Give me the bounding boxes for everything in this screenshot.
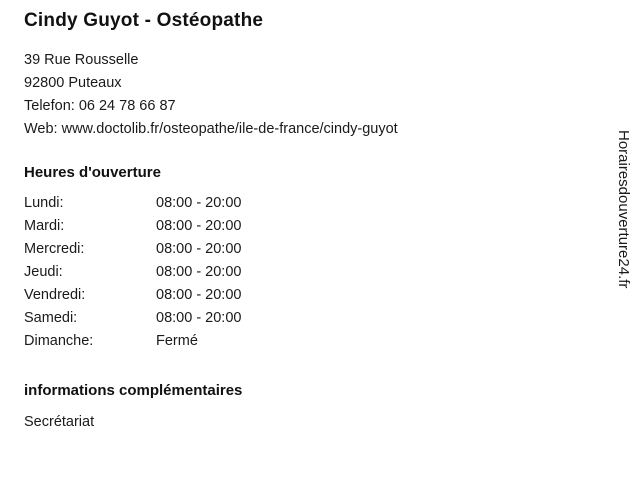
address-street: 39 Rue Rousselle bbox=[24, 52, 139, 68]
day-hours: 08:00 - 20:00 bbox=[156, 195, 242, 211]
table-row bbox=[24, 287, 241, 310]
day-label: Dimanche: bbox=[24, 333, 94, 349]
opening-hours-table bbox=[24, 195, 241, 356]
day-hours: 08:00 - 20:00 bbox=[156, 218, 242, 234]
sidebar-brand-label: Horairesdouverture24.fr bbox=[615, 130, 632, 289]
business-info-block bbox=[24, 10, 584, 444]
day-label: Samedi: bbox=[24, 310, 78, 326]
table-row bbox=[24, 195, 241, 218]
day-label: Mardi: bbox=[24, 218, 65, 234]
day-hours: 08:00 - 20:00 bbox=[156, 241, 242, 257]
opening-hours-heading: Heures d'ouverture bbox=[24, 164, 161, 181]
day-hours: 08:00 - 20:00 bbox=[156, 287, 242, 303]
additional-info-text: Secrétariat bbox=[24, 413, 95, 430]
day-label: Jeudi: bbox=[24, 264, 63, 280]
page-title: Cindy Guyot - Ostéopathe bbox=[24, 10, 264, 31]
day-hours: 08:00 - 20:00 bbox=[156, 264, 242, 280]
table-row bbox=[24, 333, 241, 356]
day-hours: Fermé bbox=[156, 333, 198, 349]
day-hours: 08:00 - 20:00 bbox=[156, 310, 242, 326]
sidebar-brand bbox=[612, 130, 638, 460]
address-city: 92800 Puteaux bbox=[24, 75, 122, 91]
table-row bbox=[24, 310, 241, 333]
day-label: Mercredi: bbox=[24, 241, 85, 257]
phone-line: Telefon: 06 24 78 66 87 bbox=[24, 98, 176, 114]
additional-info-heading: informations complémentaires bbox=[24, 382, 243, 399]
table-row bbox=[24, 241, 241, 264]
day-label: Vendredi: bbox=[24, 287, 86, 303]
website-line: Web: www.doctolib.fr/osteopathe/ile-de-france/cindy-guyot bbox=[24, 121, 398, 137]
day-label: Lundi: bbox=[24, 195, 64, 211]
table-row bbox=[24, 264, 241, 287]
table-row bbox=[24, 218, 241, 241]
